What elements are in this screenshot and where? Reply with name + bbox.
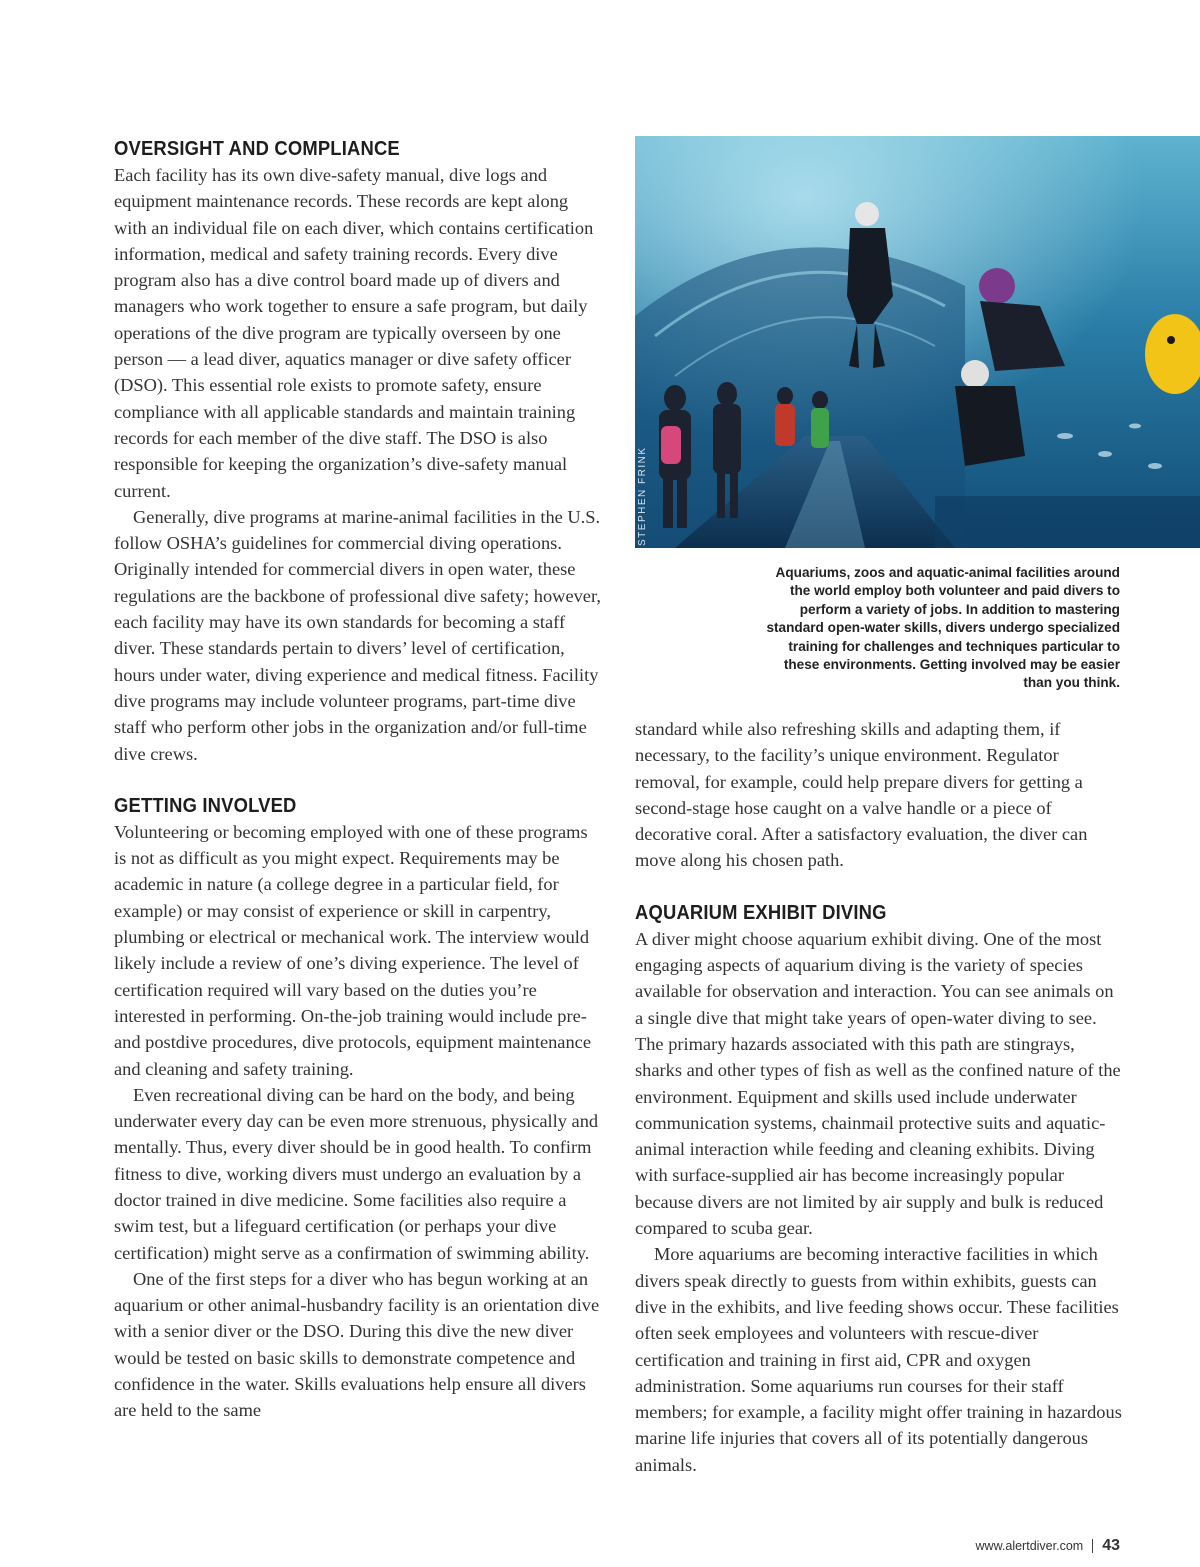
- left-column: [114, 136, 604, 1424]
- right-column: [635, 716, 1125, 1478]
- section-heading-getting-involved: GETTING INVOLVED: [114, 794, 297, 817]
- section-heading-aquarium-exhibit-diving: AQUARIUM EXHIBIT DIVING: [635, 901, 887, 924]
- footer-separator: [1092, 1539, 1093, 1553]
- aquarium-tunnel-photo: [635, 136, 1200, 548]
- body-paragraph: Even recreational diving can be hard on the body, and being underwater every day can be even more strenuous, physically and mentally. Thus, every diver should be in good health. To confirm fitness to dive, working divers must undergo an evaluation by a doctor trained in dive medicine. Some facilities also require a swim test, but a lifeguard certification (or perhaps your dive certification) might serve as a confirmation of swimming ability.: [114, 1084, 599, 1263]
- body-paragraph: One of the first steps for a diver who has begun working at an aquarium or other animal-husbandry facility is an orientation dive with a senior diver or the DSO. During this dive the new diver would be tested on basic skills to demonstrate competence and confidence in the water. Skills evaluations help ensure all divers are held to the same: [114, 1268, 600, 1421]
- body-paragraph: Generally, dive programs at marine-animal facilities in the U.S. follow OSHA’s guidelines for commercial diving operations. Originally intended for commercial divers in open water, these regulations are the backbone of professional dive safety; however, each facility may have its own standards for becoming a staff diver. These standards pertain to divers’ level of certification, hours under water, diving experience and medical fitness. Facility dive programs may include volunteer programs, part-time dive staff who perform other jobs in the organization and/or full-time dive crews.: [114, 506, 601, 764]
- page-footer: [976, 1537, 1120, 1555]
- photo-credit: STEPHEN FRINK: [637, 446, 648, 546]
- body-paragraph: Each facility has its own dive-safety manual, dive logs and equipment maintenance records. These records are kept along with an individual file on each diver, which contains certification information, medical and safety training records. Every dive program also has a dive control board made up of divers and managers who work together to ensure a safe program, but daily operations of the dive program are typically overseen by one person — a lead diver, aquatics manager or dive safety officer (DSO). This essential role exists to promote safety, ensure compliance with all applicable standards and maintain training records for each member of the dive staff. The DSO is also responsible for keeping the organization’s dive-safety manual current.: [114, 165, 594, 501]
- footer-url[interactable]: www.alertdiver.com: [975, 1539, 1084, 1553]
- body-paragraph-continuation: standard while also refreshing skills and adapting them, if necessary, to the facility’s unique environment. Regulator removal, for example, could help prepare divers for getting a second-stage hose caught on a valve handle or a piece of decorative coral. After a satisfactory evaluation, the diver can move along his chosen path.: [635, 719, 1088, 871]
- section-heading-oversight: OVERSIGHT AND COMPLIANCE: [114, 138, 400, 160]
- body-paragraph: A diver might choose aquarium exhibit diving. One of the most engaging aspects of aquarium diving is the variety of species available for observation and interaction. You can see animals on a single dive that might take years of open-water diving to see. The primary hazards associated with this path are stingrays, sharks and other types of fish as well as the confined nature of the environment. Equipment and skills used include underwater communication systems, chainmail protective suits and aquatic-animal interaction while feeding and cleaning exhibits. Diving with surface-supplied air has become increasingly popular because divers are not limited by air supply and bulk is reduced compared to scuba gear.: [635, 928, 1121, 1239]
- body-paragraph: More aquariums are becoming interactive facilities in which divers speak directly to guests from within exhibits, guests can dive in the exhibits, and live feeding shows occur. These facilities often seek employees and volunteers with rescue-diver certification and training in first aid, CPR and oxygen administration. Some aquariums run courses for their staff members; for example, a facility might offer training in hazardous marine life injuries that covers all of its potentially dangerous animals.: [635, 1244, 1122, 1475]
- body-paragraph: Volunteering or becoming employed with one of these programs is not as difficult as you might expect. Requirements may be academic in nature (a college degree in a particular field, for example) or may consist of experience or skill in carpentry, plumbing or electrical or mechanical work. The interview would likely include a review of one’s diving experience. The level of certification required will vary based on the duties you’re interested in performing. On-the-job training would include pre- and postdive procedures, dive protocols, equipment maintenance and cleaning and safety training.: [114, 821, 591, 1079]
- photo-caption: Aquariums, zoos and aquatic-animal facilities around the world employ both volunteer and paid divers to perform a variety of jobs. In addition to mastering standard open-water skills, divers undergo specialized training for challenges and techniques particular to these environments. Getting involved may be easier than you think.: [766, 565, 1120, 691]
- page-number: 43: [1102, 1537, 1120, 1554]
